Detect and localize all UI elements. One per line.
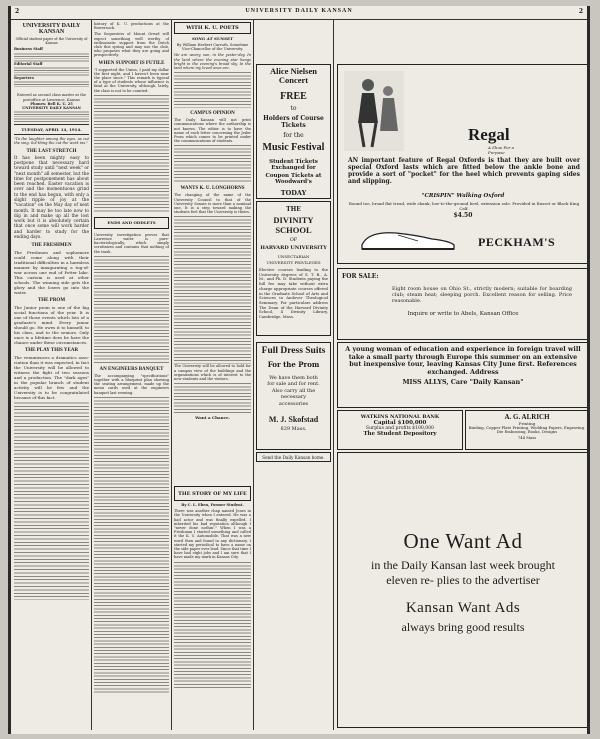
divider	[14, 124, 89, 125]
regal-store: PECKHAM'S	[478, 235, 556, 249]
regal-illustration	[344, 71, 404, 151]
want-line-3: Kansan Want Ads	[405, 600, 521, 616]
regal-model-desc: Round toe, broad flat tread, wide shank; low-to-the-ground heel, extension sole. Provided in Russet or Black King Calf.	[348, 201, 580, 211]
story-text: There was another chap named Jones in the University when I entered. He was a bad actor and was finally expelled. I inherited his bad reputation although I "never done nothin'." When I was a Freshman I started something and called it the K. U. Automobile. That was a new word then and found in any dictionary. I started my periodical to have a name on the side paper ever lead. Since that time I have had eight jobs and I am sure that I have made my mark in Kansas City.	[174, 509, 251, 560]
kansan-line: UNIVERSITY DAILY KANSAN	[22, 106, 81, 111]
staff-line: Editorial Staff	[14, 61, 43, 66]
want-chance: Want a Chance.	[195, 415, 230, 421]
futile-text: "I supported the Union, I paid my dollar the first night, and I haven't been near the place since." This remark is typical of a type of students whose influence is fatal at the University, although, lately, the class is not to be counted.	[94, 67, 169, 93]
for-sale-title: FOR SALE:	[342, 273, 379, 280]
for-sale-contact: Inquire or write to Abels, Kansan Office	[407, 310, 519, 317]
story-box	[174, 486, 251, 501]
column-rule	[333, 20, 334, 730]
printer-text: Binding, Copper Plate Printing, Wedding Papers, Engraving. Die Embossing, Books, Designs	[468, 425, 586, 435]
column-editorial	[14, 22, 89, 728]
top-rule	[11, 19, 587, 20]
poem-title: SONG AT SUNSET	[191, 36, 234, 41]
ad-divinity-line: OF	[289, 237, 298, 243]
heading-play: THE PLAY THIS YEAR	[24, 348, 79, 354]
story-column	[174, 503, 251, 728]
ad-travel	[337, 342, 589, 408]
column-rule	[171, 20, 172, 730]
staff-line: Reporters	[14, 75, 34, 80]
scan-edge	[587, 6, 590, 734]
want-line-4: always bring good results	[401, 620, 525, 634]
heading-opinion: CAMPUS OPINION	[190, 111, 235, 117]
ad-concert-line: Music Festival	[262, 142, 325, 153]
editorial-freshmen: The Freshmen and sophomore could come along with their traditional difficulties in a harmless manner by inaugurating a tug-of-war across one end of Potter lake. This custom is used at other schools. The winning side gets the glory and the losers go into the water.	[14, 250, 89, 296]
ad-concert-line: TODAY	[280, 189, 307, 197]
heading-ends: ENDS AND ODDLETS	[107, 220, 156, 226]
editorial-prom: The Junior prom is one of the big social functions of the year. It is one of those events which lots of a graduate's mind. Every junior should go. He owes it to himself, to his class, and to the seniors. Only once is a lifetime does he have the chance under these circumstances.	[14, 305, 89, 346]
ad-concert-line: to	[290, 105, 297, 112]
dress-address: 829 Mass.	[280, 426, 307, 433]
page-masthead: UNIVERSITY DAILY KANSAN	[245, 8, 353, 14]
ad-concert-line: Alice Nielsen Concert	[270, 66, 317, 85]
history-intro: history of K. U. productions at the Bowersock.	[94, 22, 169, 31]
poem-text: We are weary, sun, in the yester-day, In the land where the evening star hangs bright in the evening's broad sky, In the land where my loved ones are.	[174, 53, 251, 71]
heading-wants: WANTS K. U. LONGHORNS	[180, 186, 245, 192]
column-editorial-2	[94, 22, 169, 728]
story-title: THE STORY OF MY LIFE	[178, 490, 247, 497]
ad-divinity-line: DIVINITY SCHOOL	[273, 215, 314, 235]
text-lines	[94, 93, 169, 213]
regal-price: $4.50	[453, 212, 473, 219]
dress-subtitle: For the Prom	[267, 360, 320, 369]
editorial-last-stretch: It has been mighty easy to postpone that necessary hard toward study until "next week" or "next month" all semester, but the time for postponement has about been reached. Easter vacation is over and the momentuous grind to the end has begun, with only a slight ripple of joy at the "vacation" on the May day of next month. It may be too late now to dig in and make up all the lost work but it is absolutely certain that once some will work harder and harder to study for the ending days.	[14, 155, 89, 241]
ad-divinity-line: UNSECTARIAN	[277, 254, 310, 259]
story-byline: By C. L. Eben, Former Student.	[181, 503, 244, 507]
ad-divinity	[256, 201, 331, 336]
divider	[14, 134, 89, 135]
text-lines	[14, 110, 89, 122]
poem-author: By William Herbert Carruth, Sometime Vice-Chancellor of the University.	[176, 43, 249, 52]
opinion-text: The Daily Kansan will not print communications where the authorship is not known. The editor is to have the name of each letter concerning the Jeder Prom which comes to be printed under the communications of students.	[174, 118, 251, 144]
text-lines	[174, 70, 251, 108]
ad-divinity-line: UNIVERSITY PRIVILEGES	[266, 260, 321, 265]
regal-title: Regal	[468, 125, 510, 144]
staff-line: Business Staff	[14, 47, 43, 52]
heading-futile: WHEN SUPPORT IS FUTILE	[98, 60, 165, 66]
regal-tagline: A Shoe For a Purpose	[488, 145, 515, 155]
bank-surplus: Surplus and profits $100,000	[365, 426, 435, 431]
dress-title: Full Dress Suits	[261, 346, 326, 356]
phone-line: Phones: Bell K. U. 25	[30, 101, 73, 106]
heading-poets: WITH K. U. POETS	[186, 25, 239, 31]
staff-listing	[14, 47, 89, 93]
ends-box	[94, 217, 169, 229]
ad-concert-line: FREE	[280, 91, 307, 102]
ad-concert-line: Coupon Tickets at Woodward's	[265, 173, 322, 185]
text-lines	[14, 400, 89, 600]
dutch-club-text: The Sequesters of Mount Oread will expect something well worthy of enthusiastic support from the Dutch club this spring and may use the club, who proposes what they are going and prospectively.	[94, 32, 169, 58]
date-line: TUESDAY, APRIL 14, 1914.	[21, 127, 82, 133]
regal-model: "CRISPIN" Walking Oxford	[421, 193, 505, 199]
text-lines	[174, 214, 251, 364]
ad-concert-line: Student Tickets Exchanged for	[269, 159, 318, 171]
dress-text: We have them both for sale and for rent. Also carry all the necessary accessories	[267, 375, 320, 407]
dress-name: M. J. Skofstad	[268, 415, 319, 425]
for-sale-text: Eight room house on Ohio St., strictly modern; suitable for boarding club; steam heat; sleeping porch. Excellent reason for selling. Price reasonable.	[392, 286, 572, 305]
ad-dress-suits	[256, 342, 331, 450]
ad-concert-line: Holders of Course Tickets	[263, 115, 324, 129]
regal-text: AN important feature of Regal Oxfords is that they are built over special Oxford lasts which are fitted below the ankle bone and provide a sort of "pocket" for the heel which prevents gaping sides and slipping.	[348, 157, 580, 185]
text-lines	[174, 143, 251, 183]
editorial-play: The venuniences a dramatics asso- ciation than it was expected, in fact the University will be allowed to witness the fight of two seasons and a production. The "dark ages" in the popular branch of student activity will be few and the University is to be congratulated because of this fact.	[14, 355, 89, 401]
want-line-2: in the Daily Kansan last week brought eleven re- plies to the advertiser	[371, 558, 555, 587]
text-lines	[14, 66, 89, 76]
heading-prom: THE PROM	[37, 298, 66, 304]
send-home-box	[256, 452, 331, 462]
printer-name: A. G. ALRICH	[504, 413, 550, 421]
page-number-left: 2	[15, 8, 20, 15]
ad-concert-line: for the	[283, 132, 304, 139]
ends-text: University investigation proves that Lawrence water is pure-bacteriologically, which simply scrutinizes and contains that nothing of the trash.	[94, 232, 169, 254]
poets-box	[174, 22, 251, 34]
text-lines	[94, 395, 169, 695]
text-lines	[174, 381, 251, 413]
heading-last-stretch: THE LAST STRETCH	[26, 148, 77, 154]
bottom-text: The University will be allowed to hold for a campus view of the buildings and the organizations which is of interest to the new students and the visitors.	[174, 364, 251, 382]
ad-bank	[337, 410, 463, 450]
page-number-right: 2	[578, 8, 583, 15]
text-lines	[174, 560, 251, 690]
shoe-illustration	[358, 223, 458, 253]
ad-for-sale	[337, 268, 589, 340]
ad-want-ads	[337, 452, 589, 728]
official-note: Official student paper of the University of Kansas	[15, 37, 88, 46]
heading-freshmen: THE FRESHMEN	[31, 243, 72, 249]
nameplate: UNIVERSITY DAILY KANSAN	[22, 23, 81, 35]
wants-text: The changing of the name of the University Council to that of the University Senate is more than a nominal one. It is a step toward making the students feel that the University is theirs.	[174, 193, 251, 215]
printer-address: 744 Mass	[517, 434, 537, 440]
ad-divinity-line: HARVARD UNIVERSITY	[260, 245, 327, 251]
travel-text: A young woman of education and experience in foreign travel will take a small party through Europe this summer on an extensive but inexpensive tour, leaving Kansas City June first. References exchanged. Address	[345, 345, 581, 376]
ad-divinity-line: THE	[286, 206, 301, 213]
ad-regal	[337, 64, 589, 264]
bank-capital: Capital $100,000	[373, 420, 427, 426]
printer-line: Printing	[518, 421, 536, 426]
editorial-quote: "To the laughter among the eyes, as cut the sing. Sol-thing the cut the work ins."	[14, 137, 89, 146]
bank-tagline: The Student Depository	[363, 431, 437, 437]
bank-name: WATKINS NATIONAL BANK	[360, 414, 440, 420]
want-line-1: One Want Ad	[403, 529, 523, 553]
text-lines	[94, 254, 169, 364]
text-lines	[14, 80, 89, 88]
entered-note: Entered as second class matter at the postoffice at Lawrence, Kansas	[16, 93, 86, 102]
ad-concert	[256, 64, 331, 199]
banquet-text: The accompanying "specifications" together with a blueprint plan showing the seating arrangement, made up the menu cards used at the engineers banquet last evening.	[94, 373, 169, 395]
newspaper-page	[8, 6, 590, 734]
heading-banquet: AN ENGINEERS BANQUET	[99, 366, 164, 372]
column-rule	[253, 20, 254, 730]
text-lines	[14, 52, 89, 62]
ad-printer	[465, 410, 589, 450]
ad-divinity-text: Elective courses leading to the University degrees of S. T. B., A. M., and Ph. D. Students paying the full fee may take without extra charge appropriate courses offered in the Graduate School of Arts and Sciences in Andover Theological Seminary. For particulars address The Dean of the Harvard Divinity School, 4 Divinity Library, Cambridge, Mass.	[259, 267, 328, 320]
travel-contact: MISS ALLYS, Care "Daily Kansan"	[402, 378, 524, 387]
send-home-text: Send the Daily Kansan home.	[262, 454, 325, 460]
column-rule	[91, 20, 92, 730]
